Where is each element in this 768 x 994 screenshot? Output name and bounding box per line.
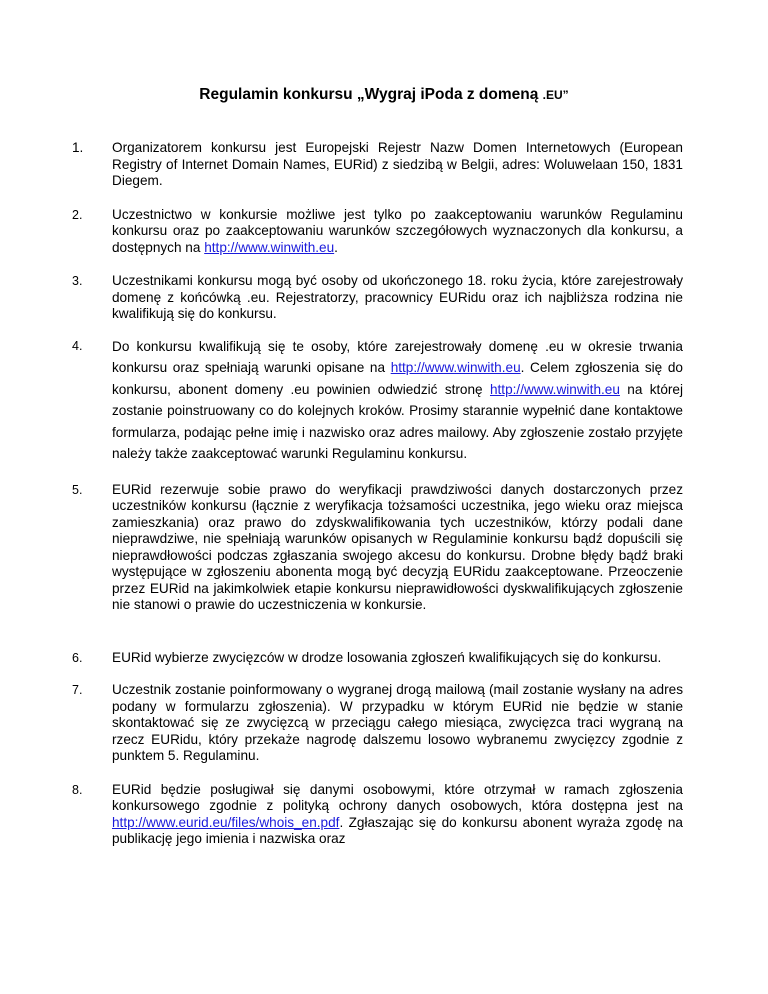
rule-text: EURid będzie posługiwał się danymi osobowymi, które otrzymał w ramach zgłoszenia konkursowego zgodnie z polityką ochrony danych osobowych, która dostępna jest na: [112, 781, 683, 813]
title-suffix: .EU”: [542, 88, 569, 102]
rule-item-2: [72, 207, 683, 257]
rule-item-1: [72, 140, 683, 190]
rule-text: Uczestnictwo w konkursie możliwe jest tylko po zaakceptowaniu warunków Regulaminu konkursu oraz po zaakceptowaniu warunków szczegółowych wyznaczonych dla konkursu, a dostępnych na: [112, 206, 683, 255]
rule-number: 5.: [72, 482, 83, 497]
privacy-policy-link[interactable]: http://www.eurid.eu/files/whois_en.pdf: [112, 814, 340, 830]
winwith-link-2[interactable]: http://www.winwith.eu: [489, 381, 620, 397]
winwith-link[interactable]: http://www.winwith.eu: [204, 239, 335, 255]
rule-number: 2.: [72, 207, 83, 222]
rule-text: EURid rezerwuje sobie prawo do weryfikacji prawdziwości danych dostarczonych przez uczestników konkursu (łącznie z weryfikacja tożsamości uczestnika, jego wieku oraz miejsca zamieszkania) oraz prawo do zdyskwalifikowania tych uczestników, którzy podali dane nieprawdziwe, nie spełniają warunków opisanych w Regulaminie konkursu bądź dopuścili się nieprawdłowości podczas zgłaszania swojego akcesu do konkursu. Drobne błędy bądź braki występujące w zgłoszeniu abonenta mogą być decyzją EURidu zaakceptowane. Przeoczenie przez EURid na jakimkolwiek etapie konkursu nieprawidłowości dyskwalifikujących zgłoszenie nie stanowi o prawie do uczestniczenia w konkursie.: [112, 481, 683, 612]
rule-item-7: [72, 682, 683, 765]
rule-text-end: . Zgłaszając się do konkursu abonent wyraża zgodę na publikację jego imienia i nazwiska oraz: [112, 814, 683, 846]
rule-number: 3.: [72, 274, 83, 288]
rule-text: Uczestnik zostanie poinformowany o wygranej drogą mailową (mail zostanie wysłany na adres podany w formularzu zgłoszenia). W przypadku w którym EURid nie będzie w stanie skontaktować się ze zwycięzcą w przeciągu całego miesiąca, zwycięzca traci wygraną na rzecz EURidu, który przekaże nagrodę dalszemu losowo wybranemu zwycięzcy zgodnie z punktem 5. Regulaminu.: [112, 682, 683, 763]
rule-text: Do konkursu kwalifikują się te osoby, które zarejestrowały domenę .eu w okresie trwania konkursu oraz spełniają warunki opisane na: [112, 338, 683, 375]
rule-number: 8.: [72, 782, 83, 797]
rule-number: 6.: [72, 650, 83, 665]
rule-text: Organizatorem konkursu jest Europejski Rejestr Nazw Domen Internetowych (European Registry of Internet Domain Names, EURid) z siedzibą w Belgii, adres: Woluwelaan 150, 1831 Diegem.: [112, 140, 683, 188]
rule-text: EURid wybierze zwycięzców w drodze losowania zgłoszeń kwalifikujących się do konkursu.: [112, 649, 662, 665]
rule-item-8: [72, 782, 683, 848]
page-title: [0, 86, 768, 104]
rule-item-4: [72, 336, 683, 465]
rule-text-end: na której zostanie poinstruowany co do kolejnych kroków. Prosimy starannie wypełnić dane kontaktowe formularza, podając pełne imię i nazwisko oraz adres mailowy. Aby zgłoszenie zostało przyjęte należy także zaakceptować warunki Regulaminu konkursu.: [112, 381, 683, 461]
rule-text-end: .: [334, 239, 338, 255]
winwith-link[interactable]: http://www.winwith.eu: [390, 360, 521, 375]
rule-item-5: [72, 482, 683, 614]
rule-number: 7.: [72, 683, 83, 697]
rule-text: Uczestnikami konkursu mogą być osoby od ukończonego 18. roku życia, które zarejestrowały domenę z końcówką .eu. Rejestratorzy, pracownicy EURidu oraz ich najbliższa rodzina nie kwalifikują się do konkursu.: [112, 273, 683, 321]
rule-item-3: [72, 273, 683, 323]
rule-item-6: [72, 650, 683, 667]
rule-text-middle: . Celem zgłoszenia się do konkursu, abonent domeny .eu powinien odwiedzić stronę: [112, 360, 683, 397]
title-main: Regulamin konkursu „Wygraj iPoda z domeną: [199, 86, 543, 103]
rule-number: 4.: [72, 338, 83, 353]
rules-list: [72, 140, 683, 865]
rule-number: 1.: [72, 140, 84, 155]
